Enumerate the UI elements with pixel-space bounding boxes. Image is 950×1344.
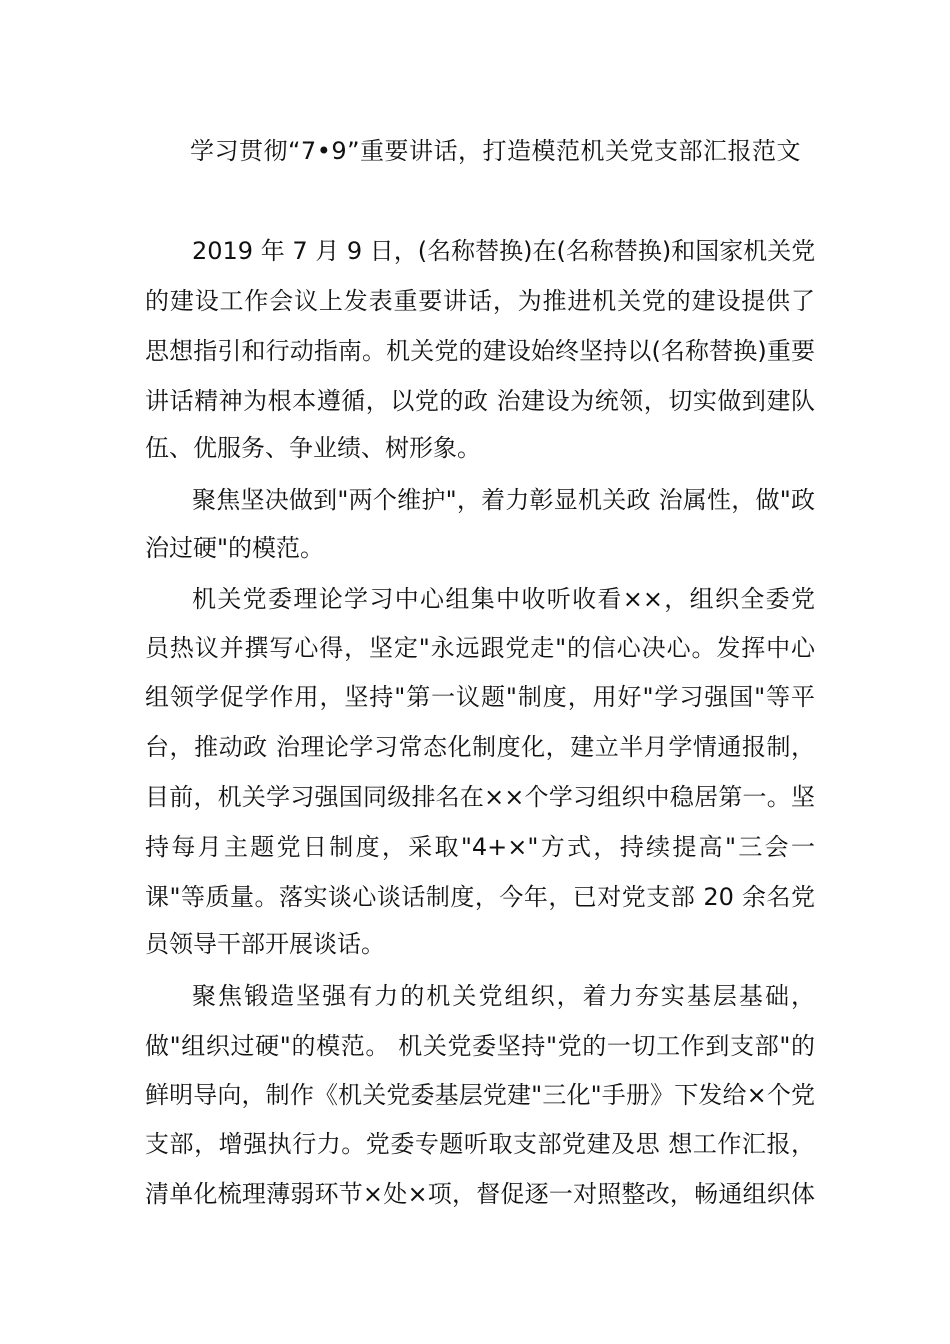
document-title: 学习贯彻“7•9”重要讲话，打造模范机关党支部汇报范文 <box>190 137 802 165</box>
paragraph-line: 持每月主题党日制度，采取"4+×"方式，持续提高"三会一 <box>145 833 815 861</box>
paragraph-line: 思想指引和行动指南。机关党的建设始终坚持以(名称替换)重要 <box>145 337 815 365</box>
paragraph-line: 目前，机关学习强国同级排名在××个学习组织中稳居第一。坚 <box>145 783 815 811</box>
paragraph-line: 课"等质量。落实谈心谈话制度，今年，已对党支部 20 余名党 <box>145 883 815 911</box>
paragraph-line: 伍、优服务、争业绩、树形象。 <box>145 434 481 462</box>
paragraph-line: 清单化梳理薄弱环节×处×项，督促逐一对照整改，畅通组织体 <box>145 1180 815 1208</box>
paragraph-line: 的建设工作会议上发表重要讲话，为推进机关党的建设提供了 <box>145 287 815 315</box>
paragraph-line: 讲话精神为根本遵循，以党的政 治建设为统领，切实做到建队 <box>145 387 815 415</box>
paragraph-line: 组领学促学作用，坚持"第一议题"制度，用好"学习强国"等平 <box>145 683 815 711</box>
paragraph-line: 鲜明导向，制作《机关党委基层党建"三化"手册》下发给×个党 <box>145 1081 815 1109</box>
paragraph-line: 2019 年 7 月 9 日，(名称替换)在(名称替换)和国家机关党 <box>192 237 816 265</box>
paragraph-line: 聚焦坚决做到"两个维护"，着力彰显机关政 治属性，做"政 <box>192 486 815 514</box>
paragraph-line: 支部，增强执行力。党委专题听取支部党建及思 想工作汇报， <box>145 1130 815 1158</box>
paragraph-line: 聚焦锻造坚强有力的机关党组织，着力夯实基层基础， <box>192 982 815 1010</box>
paragraph-line: 员热议并撰写心得，坚定"永远跟党走"的信心决心。发挥中心 <box>145 634 815 662</box>
paragraph-line: 台，推动政 治理论学习常态化制度化，建立半月学情通报制， <box>145 733 815 761</box>
paragraph-line: 做"组织过硬"的模范。 机关党委坚持"党的一切工作到支部"的 <box>145 1032 815 1060</box>
paragraph-line: 员领导干部开展谈话。 <box>145 930 385 958</box>
paragraph-line: 机关党委理论学习中心组集中收听收看××，组织全委党 <box>192 585 815 613</box>
paragraph-line: 治过硬"的模范。 <box>145 534 325 562</box>
